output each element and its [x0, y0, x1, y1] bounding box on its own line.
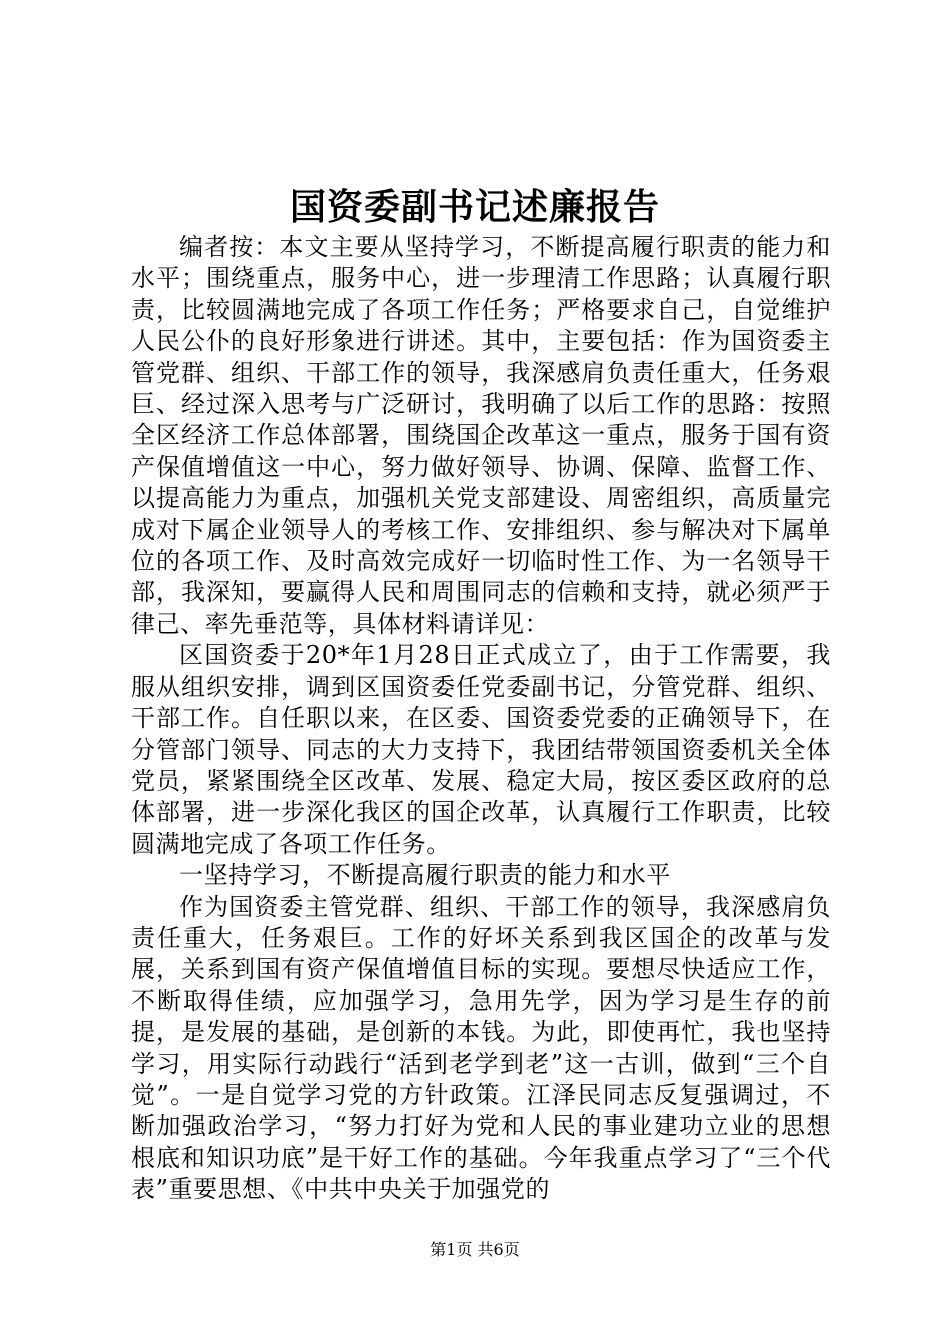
body-paragraph: 作为国资委主管党群、组织、干部工作的领导，我深感肩负责任重大，任务艰巨。工作的好坏关系到我区国企的改革与发展，关系到国有资产保值增值目标的实现。要想尽快适应工作，不断取得佳绩，应加强学习，急用先学，因为学习是生存的前提，是发展的基础，是创新的本钱。为此，即使再忙，我也坚持学习，用实际行动践行“活到老学到老”这一古训，做到“三个自觉”。一是自觉学习党的方针政策。江泽民同志反复强调过，不断加强政治学习，“努力打好为党和人民的事业建功立业的思想根底和知识功底”是干好工作的基础。今年我重点学习了“三个代表”重要思想、《中共中央关于加强党的 [131, 892, 831, 1204]
document-body [131, 232, 831, 1206]
page-footer: 第1页 共6页 [430, 1240, 520, 1259]
editor-note-paragraph: 编者按：本文主要从坚持学习，不断提高履行职责的能力和水平；围绕重点，服务中心，进一步理清工作思路；认真履行职责，比较圆满地完成了各项工作任务；严格要求自己，自觉维护人民公仆的良好形象进行讲述。其中，主要包括：作为国资委主管党群、组织、干部工作的领导，我深感肩负责任重大，任务艰巨、经过深入思考与广泛研讨，我明确了以后工作的思路：按照全区经济工作总体部署，围绕国企改革这一重点，服务于国有资产保值增值这一中心，努力做好领导、协调、保障、监督工作、以提高能力为重点，加强机关党支部建设、周密组织，高质量完成对下属企业领导人的考核工作、安排组织、参与解决对下属单位的各项工作、及时高效完成好一切临时性工作、为一名领导干部，我深知，要赢得人民和周围同志的信赖和支持，就必须严于律己、率先垂范等，具体材料请详见： [131, 233, 831, 638]
document-title: 国资委副书记述廉报告 [289, 186, 660, 228]
section-heading: 一坚持学习，不断提高履行职责的能力和水平 [179, 861, 671, 890]
intro-paragraph: 区国资委于20*年1月28日正式成立了，由于工作需要，我服从组织安排，调到区国资委任党委副书记，分管党群、组织、干部工作。自任职以来，在区委、国资委党委的正确领导下，在分管部门领导、同志的大力支持下，我团结带领国资委机关全体党员，紧紧围绕全区改革、发展、稳定大局，按区委区政府的总体部署，进一步深化我区的国企改革，认真履行工作职责，比较圆满地完成了各项工作任务。 [131, 641, 831, 858]
